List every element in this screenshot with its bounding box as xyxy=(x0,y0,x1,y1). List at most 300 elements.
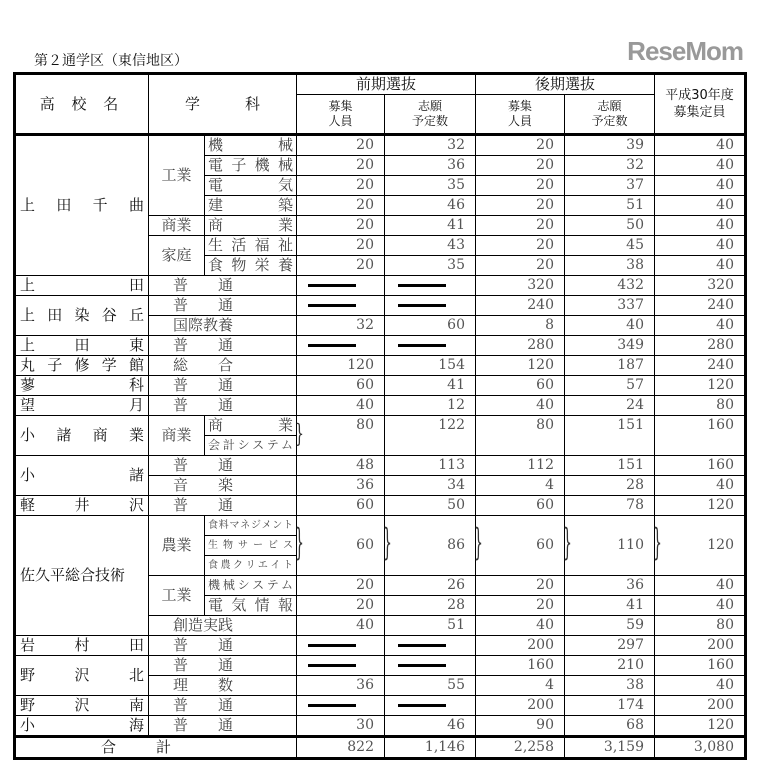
subject-name: 普 通 xyxy=(149,456,297,476)
cell-early-applicants xyxy=(385,276,476,296)
cell-early-quota xyxy=(297,376,385,396)
subject-name: 電気 xyxy=(205,176,297,196)
cell-value: 120 xyxy=(527,357,554,373)
cell-value: 40 xyxy=(716,237,734,253)
cell-early-applicants xyxy=(385,196,476,216)
cell-value: 40 xyxy=(716,217,734,233)
cell-value: 110 xyxy=(617,537,644,553)
school-name: 上田千曲 xyxy=(15,135,149,276)
cell-value: 280 xyxy=(527,337,554,353)
table-row xyxy=(15,416,746,436)
cell-early-applicants xyxy=(385,216,476,236)
cell-late-quota xyxy=(476,256,565,276)
cell-late-quota xyxy=(476,216,565,236)
cell-value: 20 xyxy=(356,237,374,253)
cell-value: 122 xyxy=(438,417,465,433)
dash-mark xyxy=(398,664,446,667)
cell-capacity xyxy=(655,496,746,516)
cell-value: 20 xyxy=(356,257,374,273)
cell-late-quota xyxy=(476,636,565,656)
subject-name: 建築 xyxy=(205,196,297,216)
subject-name: 普 通 xyxy=(149,656,297,676)
school-name: 野沢北 xyxy=(15,656,149,696)
table-row xyxy=(15,336,746,356)
cell-value: 55 xyxy=(447,677,465,693)
header-early-applicants: 志願 予定数 xyxy=(385,95,476,135)
cell-value: 41 xyxy=(626,597,644,613)
cell-value: 40 xyxy=(356,617,374,633)
header-dept: 学 科 xyxy=(149,74,297,135)
cell-late-quota xyxy=(476,496,565,516)
cell-value: 120 xyxy=(347,357,374,373)
cell-late-applicants xyxy=(565,316,655,336)
cell-early-quota xyxy=(297,156,385,176)
cell-late-quota xyxy=(476,676,565,696)
cell-value: 20 xyxy=(356,577,374,593)
cell-capacity xyxy=(655,636,746,656)
cell-early-applicants xyxy=(385,176,476,196)
cell-value: 24 xyxy=(626,397,644,413)
subject-name: 普 通 xyxy=(149,376,297,396)
cell-value: 20 xyxy=(356,217,374,233)
cell-early-quota xyxy=(297,396,385,416)
cell-late-quota xyxy=(476,576,565,596)
cell-value: 174 xyxy=(617,697,644,713)
header-early: 前期選抜 xyxy=(297,74,476,95)
cell-value: 4 xyxy=(545,477,554,493)
cell-value: 80 xyxy=(356,417,374,433)
cell-late-applicants xyxy=(565,676,655,696)
cell-late-quota xyxy=(476,516,565,576)
total-label: 合計 xyxy=(15,737,297,759)
cell-late-applicants xyxy=(565,276,655,296)
header-late-quota: 募集 人員 xyxy=(476,95,565,135)
cell-early-quota xyxy=(297,456,385,476)
cell-value: 12 xyxy=(447,397,465,413)
cell-value: 36 xyxy=(447,157,465,173)
cell-value: 20 xyxy=(356,197,374,213)
dash-mark xyxy=(398,284,446,287)
cell-value: 160 xyxy=(707,457,734,473)
table-row xyxy=(15,296,746,316)
cell-capacity xyxy=(655,356,746,376)
cell-value: 40 xyxy=(536,397,554,413)
cell-value: 60 xyxy=(356,497,374,513)
category-name: 工業 xyxy=(149,576,205,616)
cell-early-quota xyxy=(297,216,385,236)
cell-capacity xyxy=(655,236,746,256)
subject-name: 機械 xyxy=(205,135,297,156)
cell-early-quota xyxy=(297,416,385,456)
cell-value: 20 xyxy=(536,197,554,213)
cell-value: 151 xyxy=(617,417,644,433)
header-late: 後期選抜 xyxy=(476,74,655,95)
cell-value: 43 xyxy=(447,237,465,253)
cell-value: 51 xyxy=(626,197,644,213)
total-early-applicants: 1,146 xyxy=(385,737,476,759)
subject-name: 機械システム xyxy=(205,576,297,596)
cell-early-quota xyxy=(297,176,385,196)
cell-capacity xyxy=(655,616,746,636)
cell-early-quota xyxy=(297,236,385,256)
cell-late-applicants xyxy=(565,135,655,156)
dash-mark xyxy=(308,344,356,347)
cell-early-quota xyxy=(297,256,385,276)
subject-name: 普 通 xyxy=(149,496,297,516)
cell-late-applicants xyxy=(565,596,655,616)
cell-early-quota xyxy=(297,596,385,616)
dash-mark xyxy=(398,304,446,307)
total-row xyxy=(15,737,746,759)
cell-late-quota xyxy=(476,396,565,416)
cell-value: 200 xyxy=(527,697,554,713)
cell-capacity xyxy=(655,316,746,336)
cell-value: 40 xyxy=(716,197,734,213)
table-row xyxy=(15,656,746,676)
cell-late-quota xyxy=(476,656,565,676)
school-name: 丸子修学館 xyxy=(15,356,149,376)
cell-value: 280 xyxy=(707,337,734,353)
cell-early-quota xyxy=(297,516,385,576)
cell-value: 20 xyxy=(356,137,374,153)
cell-value: 40 xyxy=(716,477,734,493)
cell-early-quota xyxy=(297,196,385,216)
cell-value: 349 xyxy=(617,337,644,353)
cell-capacity xyxy=(655,216,746,236)
cell-value: 68 xyxy=(626,717,644,733)
cell-capacity xyxy=(655,516,746,576)
cell-early-applicants xyxy=(385,476,476,496)
cell-value: 20 xyxy=(536,157,554,173)
category-name: 家庭 xyxy=(149,236,205,276)
brace-icon: } xyxy=(295,420,304,449)
cell-early-applicants xyxy=(385,456,476,476)
cell-value: 40 xyxy=(716,677,734,693)
cell-value: 38 xyxy=(626,677,644,693)
cell-late-quota xyxy=(476,196,565,216)
cell-early-quota xyxy=(297,616,385,636)
cell-value: 240 xyxy=(707,297,734,313)
cell-value: 160 xyxy=(527,657,554,673)
cell-late-quota xyxy=(476,376,565,396)
subject-name: 理 数 xyxy=(149,676,297,696)
cell-value: 51 xyxy=(447,617,465,633)
cell-early-quota xyxy=(297,296,385,316)
subject-name: 生物サービス xyxy=(205,536,297,556)
cell-value: 160 xyxy=(707,417,734,433)
subject-name: 食物栄養 xyxy=(205,256,297,276)
dash-mark xyxy=(398,644,446,647)
cell-value: 50 xyxy=(447,497,465,513)
cell-early-applicants xyxy=(385,236,476,256)
cell-value: 4 xyxy=(545,677,554,693)
subject-name: 普 通 xyxy=(149,296,297,316)
subject-name: 商業 xyxy=(205,416,297,436)
header-school: 高 校 名 xyxy=(15,74,149,135)
cell-late-quota xyxy=(476,135,565,156)
header-capacity: 平成30年度 募集定員 xyxy=(655,74,746,135)
dash-mark xyxy=(398,704,446,707)
cell-capacity xyxy=(655,716,746,737)
cell-late-applicants xyxy=(565,636,655,656)
school-name: 佐久平総合技術 xyxy=(15,516,149,636)
cell-late-quota xyxy=(476,596,565,616)
cell-value: 120 xyxy=(707,537,734,553)
cell-value: 20 xyxy=(536,597,554,613)
cell-capacity xyxy=(655,256,746,276)
school-name: 野沢南 xyxy=(15,696,149,716)
subject-name: 会計システム xyxy=(205,436,297,456)
cell-capacity xyxy=(655,276,746,296)
cell-late-applicants xyxy=(565,156,655,176)
cell-late-quota xyxy=(476,476,565,496)
cell-value: 28 xyxy=(626,477,644,493)
cell-value: 59 xyxy=(626,617,644,633)
cell-early-quota xyxy=(297,336,385,356)
cell-value: 45 xyxy=(626,237,644,253)
admissions-table xyxy=(13,72,747,760)
cell-value: 40 xyxy=(536,617,554,633)
cell-value: 80 xyxy=(716,397,734,413)
cell-value: 32 xyxy=(356,317,374,333)
subject-name: 普 通 xyxy=(149,396,297,416)
school-name: 軽井沢 xyxy=(15,496,149,516)
subject-name: 食料マネジメント xyxy=(205,516,297,536)
dash-mark xyxy=(308,284,356,287)
school-name: 岩村田 xyxy=(15,636,149,656)
cell-value: 37 xyxy=(626,177,644,193)
cell-capacity xyxy=(655,296,746,316)
cell-value: 20 xyxy=(356,157,374,173)
cell-late-applicants xyxy=(565,616,655,636)
table-row xyxy=(15,496,746,516)
cell-value: 120 xyxy=(707,377,734,393)
cell-value: 36 xyxy=(356,677,374,693)
subject-name: 普 通 xyxy=(149,336,297,356)
cell-early-applicants xyxy=(385,135,476,156)
cell-capacity xyxy=(655,156,746,176)
cell-value: 120 xyxy=(707,497,734,513)
dash-mark xyxy=(398,344,446,347)
cell-value: 36 xyxy=(356,477,374,493)
cell-value: 57 xyxy=(626,377,644,393)
cell-late-quota xyxy=(476,316,565,336)
cell-late-quota xyxy=(476,176,565,196)
cell-value: 39 xyxy=(626,137,644,153)
cell-value: 112 xyxy=(527,457,554,473)
cell-value: 32 xyxy=(447,137,465,153)
table-row xyxy=(15,396,746,416)
cell-value: 80 xyxy=(536,417,554,433)
cell-late-applicants xyxy=(565,716,655,737)
cell-value: 46 xyxy=(447,197,465,213)
dash-mark xyxy=(308,704,356,707)
cell-late-applicants xyxy=(565,256,655,276)
cell-value: 26 xyxy=(447,577,465,593)
subject-name: 生活福祉 xyxy=(205,236,297,256)
table-row xyxy=(15,516,746,536)
table-row xyxy=(15,356,746,376)
cell-early-quota xyxy=(297,656,385,676)
cell-value: 34 xyxy=(447,477,465,493)
cell-value: 90 xyxy=(536,717,554,733)
cell-late-applicants xyxy=(565,176,655,196)
cell-value: 35 xyxy=(447,257,465,273)
cell-value: 48 xyxy=(356,457,374,473)
cell-value: 46 xyxy=(447,717,465,733)
cell-value: 60 xyxy=(356,537,374,553)
cell-value: 320 xyxy=(707,277,734,293)
cell-late-quota xyxy=(476,716,565,737)
cell-capacity xyxy=(655,135,746,156)
cell-early-applicants xyxy=(385,396,476,416)
cell-early-applicants xyxy=(385,616,476,636)
cell-early-quota xyxy=(297,135,385,156)
cell-late-applicants xyxy=(565,576,655,596)
cell-early-applicants xyxy=(385,676,476,696)
cell-capacity xyxy=(655,696,746,716)
subject-name: 電子機械 xyxy=(205,156,297,176)
table-row xyxy=(15,376,746,396)
cell-late-quota xyxy=(476,156,565,176)
school-name: 上田 xyxy=(15,276,149,296)
table-row xyxy=(15,636,746,656)
cell-value: 210 xyxy=(617,657,644,673)
cell-value: 20 xyxy=(356,177,374,193)
cell-capacity xyxy=(655,176,746,196)
cell-value: 40 xyxy=(716,137,734,153)
cell-early-quota xyxy=(297,716,385,737)
cell-early-applicants xyxy=(385,716,476,737)
cell-value: 20 xyxy=(536,217,554,233)
cell-early-applicants xyxy=(385,696,476,716)
cell-value: 36 xyxy=(626,577,644,593)
cell-early-quota xyxy=(297,676,385,696)
cell-early-applicants xyxy=(385,576,476,596)
cell-early-applicants xyxy=(385,636,476,656)
subject-name: 総 合 xyxy=(149,356,297,376)
dash-mark xyxy=(308,304,356,307)
cell-value: 86 xyxy=(447,537,465,553)
cell-capacity xyxy=(655,676,746,696)
cell-value: 60 xyxy=(447,317,465,333)
subject-name: 電気情報 xyxy=(205,596,297,616)
brace-icon: } xyxy=(474,523,483,565)
cell-value: 32 xyxy=(626,157,644,173)
cell-early-applicants xyxy=(385,376,476,396)
cell-value: 337 xyxy=(617,297,644,313)
cell-capacity xyxy=(655,476,746,496)
subject-name: 普 通 xyxy=(149,696,297,716)
cell-value: 80 xyxy=(716,617,734,633)
cell-early-applicants xyxy=(385,496,476,516)
cell-value: 200 xyxy=(707,637,734,653)
cell-late-quota xyxy=(476,296,565,316)
brace-icon: } xyxy=(563,523,572,565)
subject-name: 創造実践 xyxy=(149,616,297,636)
cell-early-applicants xyxy=(385,296,476,316)
cell-early-applicants xyxy=(385,256,476,276)
subject-name: 普 通 xyxy=(149,636,297,656)
cell-late-applicants xyxy=(565,356,655,376)
cell-late-applicants xyxy=(565,236,655,256)
cell-value: 200 xyxy=(707,697,734,713)
cell-late-applicants xyxy=(565,396,655,416)
subject-name: 国際教養 xyxy=(149,316,297,336)
cell-early-applicants xyxy=(385,336,476,356)
dash-mark xyxy=(308,664,356,667)
total-capacity: 3,080 xyxy=(655,737,746,759)
brace-icon: } xyxy=(653,523,662,565)
cell-early-applicants xyxy=(385,316,476,336)
total-late-applicants: 3,159 xyxy=(565,737,655,759)
cell-late-quota xyxy=(476,236,565,256)
cell-late-applicants xyxy=(565,696,655,716)
cell-value: 78 xyxy=(626,497,644,513)
cell-value: 120 xyxy=(707,717,734,733)
cell-capacity xyxy=(655,376,746,396)
cell-value: 41 xyxy=(447,377,465,393)
cell-value: 160 xyxy=(707,657,734,673)
cell-early-applicants xyxy=(385,516,476,576)
cell-early-quota xyxy=(297,696,385,716)
cell-capacity xyxy=(655,196,746,216)
cell-value: 60 xyxy=(356,377,374,393)
cell-capacity xyxy=(655,336,746,356)
cell-value: 30 xyxy=(356,717,374,733)
school-name: 小諸 xyxy=(15,456,149,496)
school-name: 上田東 xyxy=(15,336,149,356)
cell-value: 41 xyxy=(447,217,465,233)
cell-early-applicants xyxy=(385,156,476,176)
cell-value: 240 xyxy=(707,357,734,373)
cell-capacity xyxy=(655,456,746,476)
cell-value: 60 xyxy=(536,377,554,393)
cell-late-applicants xyxy=(565,496,655,516)
cell-capacity xyxy=(655,656,746,676)
cell-value: 154 xyxy=(438,357,465,373)
category-name: 農業 xyxy=(149,516,205,576)
school-name: 蓼科 xyxy=(15,376,149,396)
dash-mark xyxy=(308,644,356,647)
cell-late-quota xyxy=(476,456,565,476)
cell-value: 60 xyxy=(536,537,554,553)
cell-value: 20 xyxy=(536,577,554,593)
cell-late-applicants xyxy=(565,216,655,236)
cell-value: 240 xyxy=(527,297,554,313)
cell-value: 20 xyxy=(536,257,554,273)
cell-value: 20 xyxy=(356,597,374,613)
cell-capacity xyxy=(655,576,746,596)
cell-value: 40 xyxy=(716,257,734,273)
cell-late-applicants xyxy=(565,656,655,676)
cell-early-applicants xyxy=(385,596,476,616)
cell-early-quota xyxy=(297,276,385,296)
cell-late-quota xyxy=(476,416,565,456)
total-early-quota: 822 xyxy=(297,737,385,759)
total-late-quota: 2,258 xyxy=(476,737,565,759)
header-late-applicants: 志願 予定数 xyxy=(565,95,655,135)
cell-value: 40 xyxy=(716,177,734,193)
cell-value: 28 xyxy=(447,597,465,613)
category-name: 商業 xyxy=(149,216,205,236)
watermark-logo: ReseMom xyxy=(627,36,743,66)
cell-late-applicants xyxy=(565,456,655,476)
cell-capacity xyxy=(655,396,746,416)
section-title: 第２通学区（東信地区） xyxy=(34,53,188,69)
table-row xyxy=(15,696,746,716)
cell-value: 35 xyxy=(447,177,465,193)
